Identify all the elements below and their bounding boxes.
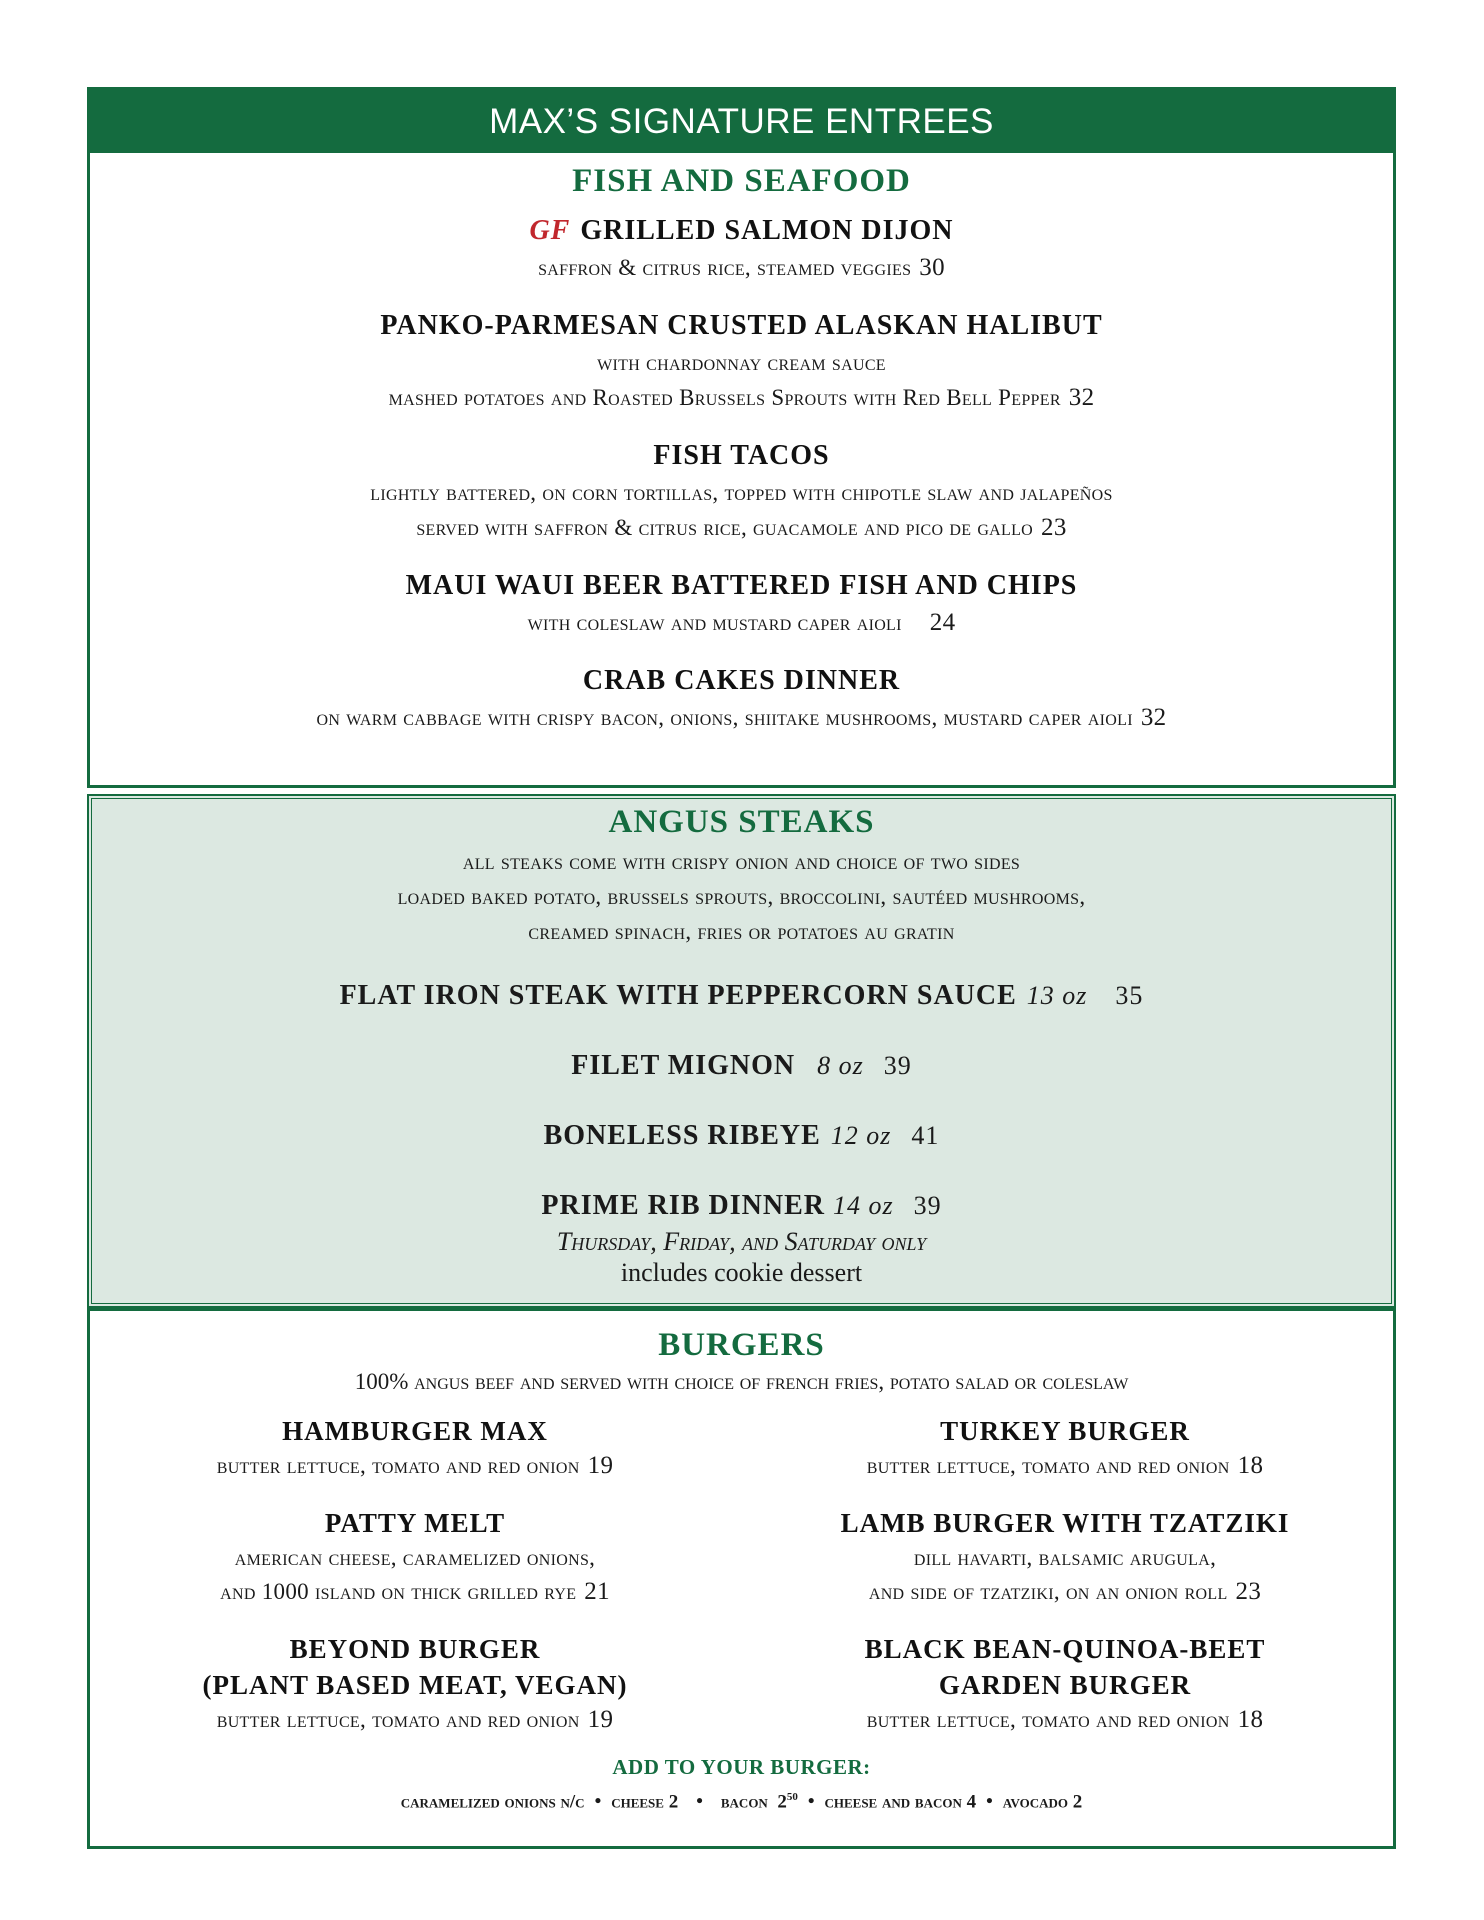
item-price: 21: [584, 1578, 610, 1605]
item-name: PATTY MELT: [324, 1508, 506, 1538]
menu-item-grilled-salmon: [90, 212, 1393, 285]
steaks-intro-line: loaded baked potato, brussels sprouts, broccolini, sautéed mushrooms,: [397, 884, 1086, 909]
item-description: served with saffron & citrus rice, guacamole and pico de gallo: [416, 515, 1034, 540]
fish-section: [87, 153, 1396, 788]
addon-avocado: avocado 2: [1002, 1791, 1083, 1813]
item-name: LAMB BURGER WITH TZATZIKI: [840, 1508, 1290, 1538]
menu-item-beyond-burger: [90, 1631, 740, 1737]
item-name-subtitle: (PLANT BASED MEAT, VEGAN): [202, 1670, 628, 1700]
item-name: CRAB CAKES DINNER: [582, 665, 901, 696]
burger-addons-title: ADD TO YOUR BURGER:: [612, 1755, 871, 1779]
item-weight: 12 oz: [830, 1121, 892, 1150]
burgers-section-title: BURGERS: [658, 1327, 825, 1363]
item-name: PANKO-PARMESAN CRUSTED ALASKAN HALIBUT: [380, 310, 1103, 341]
menu-item-crab-cakes: [90, 662, 1393, 735]
item-description: lightly battered, on corn tortillas, topped with chipotle slaw and jalapeños: [370, 480, 1113, 505]
menu-banner: MAX’S SIGNATURE ENTREES: [87, 87, 1396, 155]
burger-addons-list: [90, 1780, 1393, 1819]
menu-item-filet-mignon: [89, 1045, 1394, 1087]
item-description: on warm cabbage with crispy bacon, onions, shiitake mushrooms, mustard caper aioli: [316, 705, 1133, 730]
menu-item-fish-and-chips: [90, 567, 1393, 640]
item-description: american cheese, caramelized onions,: [234, 1545, 596, 1570]
bullet-separator: •: [986, 1791, 993, 1813]
item-price: 24: [929, 609, 956, 636]
burger-grid: [90, 1413, 1393, 1759]
item-description: saffron & citrus rice, steamed veggies: [538, 255, 912, 280]
item-name: BEYOND BURGER: [289, 1634, 541, 1664]
item-name: BLACK BEAN-QUINOA-BEET: [864, 1634, 1266, 1664]
burgers-intro: 100% angus beef and served with choice of french fries, potato salad or coleslaw: [354, 1369, 1129, 1394]
item-description: butter lettuce, tomato and red onion: [866, 1453, 1230, 1478]
menu-item-flat-iron: [89, 975, 1394, 1017]
gluten-free-tag: GF: [529, 215, 571, 246]
menu-item-prime-rib: [89, 1185, 1394, 1227]
addon-cheese: cheese 2: [611, 1791, 679, 1813]
item-name: HAMBURGER MAX: [282, 1416, 548, 1446]
steaks-section-title: ANGUS STEAKS: [608, 804, 875, 840]
fish-section-title: FISH AND SEAFOOD: [572, 163, 911, 199]
item-price: 19: [587, 1452, 614, 1479]
bullet-separator: •: [807, 1791, 815, 1813]
item-description: butter lettuce, tomato and red onion: [216, 1707, 580, 1732]
item-price: 32: [1068, 384, 1095, 411]
item-price: 18: [1237, 1706, 1264, 1733]
prime-rib-note-days: Thursday, Friday, and Saturday only: [556, 1227, 927, 1256]
addon-caramelized-onions: caramelized onions n/c: [400, 1791, 585, 1813]
steaks-section: [87, 794, 1396, 1308]
item-name: TURKEY BURGER: [940, 1416, 1190, 1446]
item-price: 18: [1237, 1452, 1264, 1479]
item-price: 32: [1140, 704, 1167, 731]
item-name-subtitle: GARDEN BURGER: [938, 1670, 1192, 1700]
burgers-section: [87, 1308, 1396, 1849]
item-price: 41: [911, 1121, 940, 1150]
addon-bacon-price: 2: [777, 1791, 787, 1813]
item-description: mashed potatoes and Roasted Brussels Sprouts with Red Bell Pepper: [388, 385, 1061, 410]
item-price: 23: [1235, 1578, 1262, 1605]
steaks-intro: [89, 844, 1394, 949]
addon-bacon-price-cents: 50: [786, 1791, 798, 1803]
item-description: with chardonnay cream sauce: [597, 350, 886, 375]
item-weight: 14 oz: [832, 1191, 894, 1220]
item-description: butter lettuce, tomato and red onion: [216, 1453, 580, 1478]
menu-item-fish-tacos: [90, 437, 1393, 545]
item-price: 39: [883, 1051, 912, 1080]
item-name: FILET MIGNON: [571, 1050, 796, 1081]
item-description: and 1000 island on thick grilled rye: [220, 1579, 577, 1604]
item-price: 30: [919, 254, 945, 281]
item-weight: 8 oz: [817, 1051, 864, 1080]
item-name: PRIME RIB DINNER: [541, 1190, 825, 1221]
item-description: butter lettuce, tomato and red onion: [866, 1707, 1230, 1732]
menu-item-patty-melt: [90, 1505, 740, 1609]
item-price: 23: [1041, 514, 1067, 541]
addon-bacon: bacon: [720, 1791, 768, 1813]
item-price: 35: [1115, 981, 1144, 1010]
item-name: BONELESS RIBEYE: [543, 1120, 821, 1151]
item-name: GRILLED SALMON DIJON: [580, 215, 954, 246]
menu-item-halibut: [90, 307, 1393, 415]
menu-item-hamburger-max: [90, 1413, 740, 1483]
item-name: MAUI WAUI BEER BATTERED FISH AND CHIPS: [405, 570, 1078, 601]
bullet-separator: •: [696, 1791, 703, 1813]
bullet-separator: •: [594, 1791, 602, 1813]
menu-item-turkey-burger: [740, 1413, 1390, 1483]
item-name: FLAT IRON STEAK WITH PEPPERCORN SAUCE: [339, 980, 1017, 1011]
item-description: dill havarti, balsamic arugula,: [913, 1545, 1217, 1570]
steaks-intro-line: creamed spinach, fries or potatoes au gratin: [528, 919, 955, 944]
item-name: FISH TACOS: [653, 440, 830, 471]
menu-item-ribeye: [89, 1115, 1394, 1157]
item-price: 19: [587, 1706, 614, 1733]
item-price: 39: [913, 1191, 942, 1220]
item-description: and side of tzatziki, on an onion roll: [868, 1579, 1228, 1604]
item-weight: 13 oz: [1026, 981, 1088, 1010]
steaks-intro-line: all steaks come with crispy onion and choice of two sides: [462, 849, 1021, 874]
menu-item-garden-burger: [740, 1631, 1390, 1737]
addon-cheese-and-bacon: cheese and bacon 4: [824, 1791, 977, 1813]
item-description: with coleslaw and mustard caper aioli: [527, 610, 902, 635]
prime-rib-note-dessert: includes cookie dessert: [620, 1258, 863, 1287]
menu-item-lamb-burger: [740, 1505, 1390, 1609]
